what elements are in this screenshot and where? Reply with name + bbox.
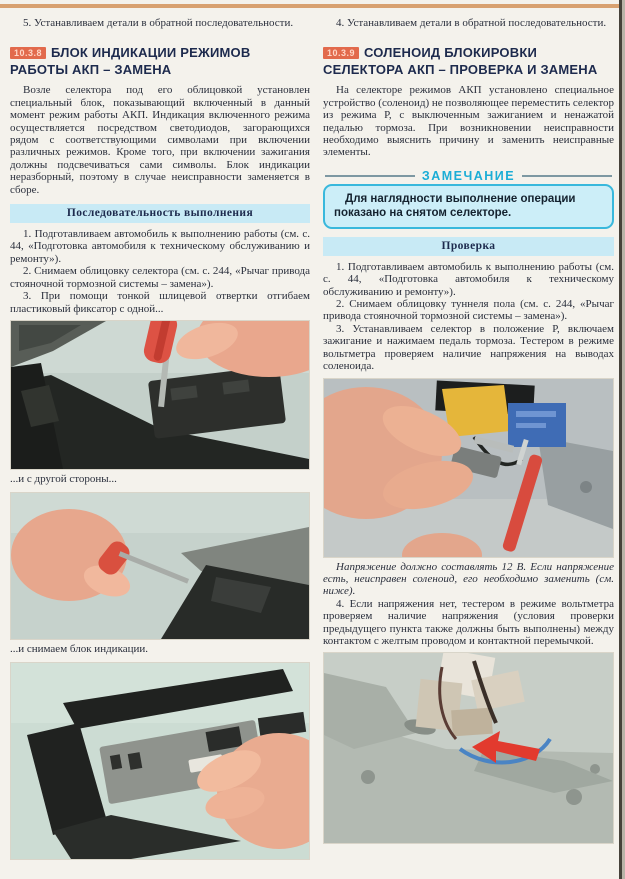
right-section-title: СОЛЕНОИД БЛОКИРОВКИ СЕЛЕКТОРА АКП – ПРОВЕРКА И ЗАМЕНА <box>323 45 598 78</box>
left-step-2: 2. Снимаем облицовку селектора (см. с. 244, «Рычаг привода стояночной тормозной системы – замена»). <box>10 265 310 290</box>
section-number-badge: 10.3.9 <box>323 47 359 59</box>
left-column <box>10 14 310 863</box>
page-edge-line <box>619 0 622 879</box>
photo-unclip-fixator-side-two <box>10 492 310 640</box>
note-rule-left <box>325 175 415 177</box>
left-section-heading <box>10 44 310 78</box>
right-step-2: 2. Снимаем облицовку туннеля пола (см. с. 244, «Рычаг привода стояночной тормозной системы – замена»). <box>323 298 614 323</box>
left-section-title: БЛОК ИНДИКАЦИИ РЕЖИМОВ РАБОТЫ АКП – ЗАМЕНА <box>10 45 251 78</box>
photo-remove-indication-block <box>10 662 310 860</box>
voltage-result-note: Напряжение должно составлять 12 В. Если напряжение есть, неисправен соленоид, его необходимо заменить (см. ниже). <box>323 560 614 598</box>
left-step-3: 3. При помощи тонкой шлицевой отвертки отгибаем пластиковый фиксатор с одной... <box>10 290 310 315</box>
right-intro-paragraph: На селекторе режимов АКП установлено специальное устройство (соленоид) не позволяющее переместить селектор из режима Р, с выключенным зажиганием и ненажатой педалью тормоза. При возникновении неисправности необходимо выяснить причину и заменить неисправные элементы. <box>323 84 614 159</box>
right-section-heading <box>323 44 614 78</box>
note-rule-right <box>522 175 612 177</box>
right-step-1: 1. Подготавливаем автомобиль к выполнению работы (см. с. 44, «Подготовка автомобиля к техническому обслуживанию и ремонту»). <box>323 260 614 298</box>
right-intro-step: 4. Устанавливаем детали в обратной последовательности. <box>336 17 607 29</box>
right-column <box>323 14 614 863</box>
left-step-1: 1. Подготавливаем автомобиль к выполнению работы (см. с. 44, «Подготовка автомобиля к техническому обслуживанию и ремонту»). <box>10 228 310 265</box>
left-intro-paragraph: Возле селектора под его облицовкой установлен специальный блок, показывающий включенный в данный момент режим работы АКП. Индикация включенного режима осуществляется посредством светодиодов, загорающихся рядом с соответствующими символами при включении различных режимов. Кроме того, при включении зажигания должны подсвечиваться сами символы. Блок индикации неразборный, поэтому в случае неисправности заменяется в сборе. <box>10 84 310 196</box>
right-step-3: 3. Устанавливаем селектор в положение Р, включаем зажигание и нажимаем педаль тормоза. Тестером в режиме вольтметра проверяем наличие напряжения на выводах соленоида. <box>323 322 614 373</box>
note-box: Для наглядности выполнение операции показано на снятом селекторе. <box>323 184 614 229</box>
page-top-rule <box>0 4 619 8</box>
note-title-row <box>325 169 612 183</box>
section-number-badge: 10.3.8 <box>10 47 46 59</box>
photo-voltage-check <box>323 378 614 558</box>
caption-remove-block: ...и снимаем блок индикации. <box>10 642 149 655</box>
left-subheading-band: Последовательность выполнения <box>10 204 310 223</box>
caption-other-side: ...и с другой стороны... <box>10 472 117 485</box>
page-columns <box>10 14 614 863</box>
right-step-4: 4. Если напряжения нет, тестером в режиме вольтметра проверяем наличие напряжения (условия проверки предыдущего пункта также должны быть выполнены) между контактом с желтым проводом и контактной перемычкой. <box>323 597 614 647</box>
left-intro-step: 5. Устанавливаем детали в обратной последовательности. <box>23 17 294 29</box>
photo-contact-jumper-arrow <box>323 652 614 844</box>
photo-unclip-fixator-side-one <box>10 320 310 470</box>
note-title: ЗАМЕЧАНИЕ <box>421 168 516 183</box>
right-subheading-band: Проверка <box>323 237 614 256</box>
